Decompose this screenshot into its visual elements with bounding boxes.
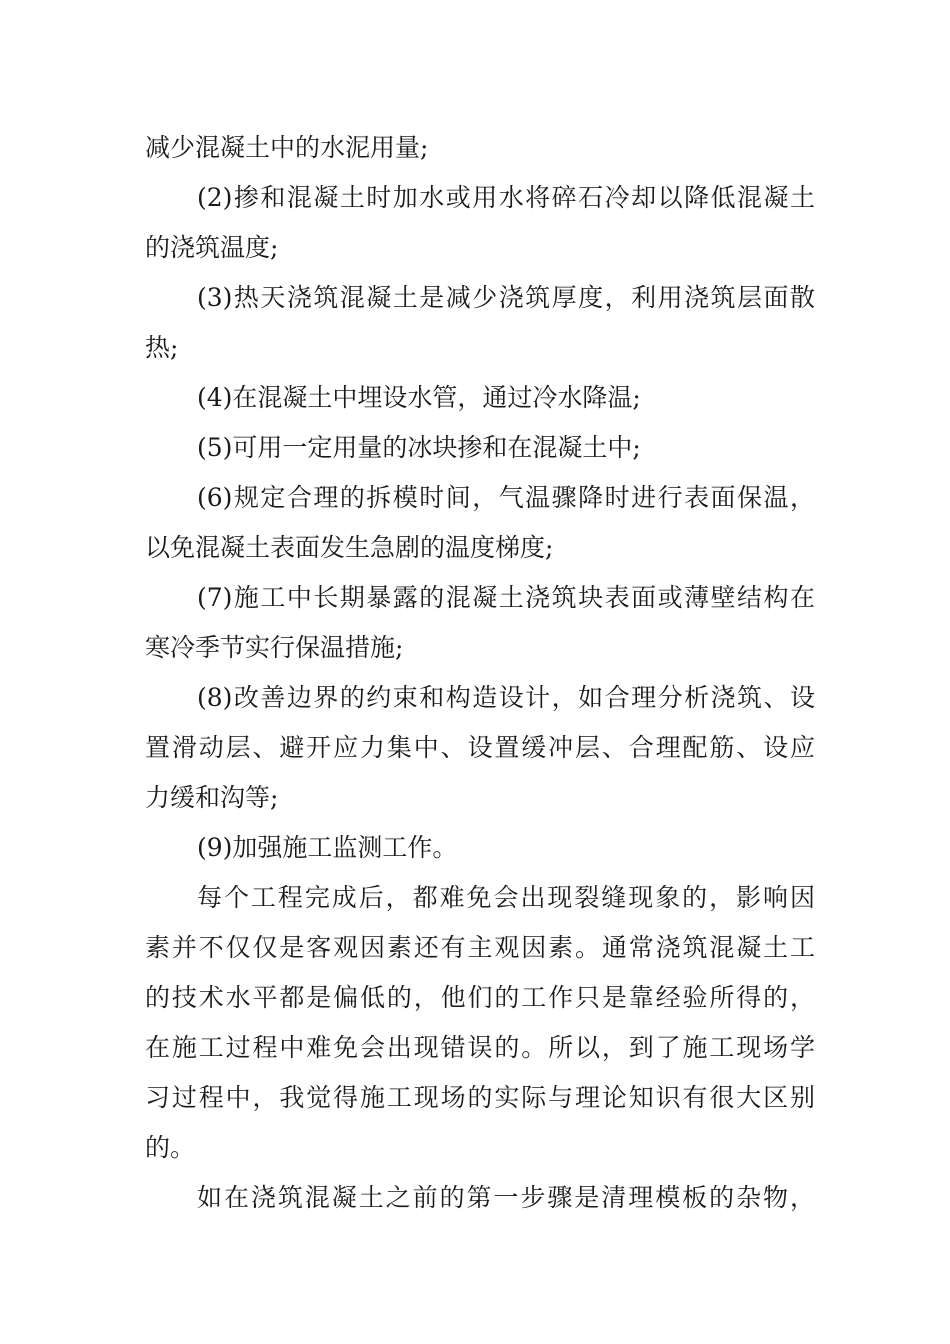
text-line: 在施工过程中难免会出现错误的。所以，到了施工现场学 (145, 1033, 815, 1062)
text-line: (9)加强施工监测工作。 (197, 833, 458, 862)
text-line: (2)掺和混凝土时加水或用水将碎石冷却以降低混凝土 (197, 183, 815, 212)
text-line: 力缓和沟等; (145, 783, 279, 812)
text-line: (3)热天浇筑混凝土是减少浇筑厚度，利用浇筑层面散 (197, 283, 815, 312)
text-line: 习过程中，我觉得施工现场的实际与理论知识有很大区别 (145, 1083, 815, 1112)
text-line: (8)改善边界的约束和构造设计，如合理分析浇筑、设 (197, 683, 815, 712)
text-line: (4)在混凝土中埋设水管，通过冷水降温; (197, 383, 641, 412)
text-line: (6)规定合理的拆模时间，气温骤降时进行表面保温， (197, 483, 815, 512)
text-line: 的。 (145, 1133, 196, 1162)
text-line: (5)可用一定用量的冰块掺和在混凝土中; (197, 433, 641, 462)
text-line: 置滑动层、避开应力集中、设置缓冲层、合理配筋、设应 (145, 733, 815, 762)
text-line: 的浇筑温度; (145, 233, 279, 262)
text-line: 热; (145, 333, 179, 362)
text-line: 减少混凝土中的水泥用量; (145, 133, 429, 162)
text-line: (7)施工中长期暴露的混凝土浇筑块表面或薄壁结构在 (197, 583, 815, 612)
text-line: 每个工程完成后，都难免会出现裂缝现象的，影响因 (197, 883, 815, 912)
text-line: 如在浇筑混凝土之前的第一步骤是清理模板的杂物， (197, 1183, 815, 1212)
text-line: 的技术水平都是偏低的，他们的工作只是靠经验所得的， (145, 983, 815, 1012)
text-line: 素并不仅仅是客观因素还有主观因素。通常浇筑混凝土工 (145, 933, 815, 962)
text-line: 以免混凝土表面发生急剧的温度梯度; (145, 533, 554, 562)
text-line: 寒冷季节实行保温措施; (145, 633, 404, 662)
